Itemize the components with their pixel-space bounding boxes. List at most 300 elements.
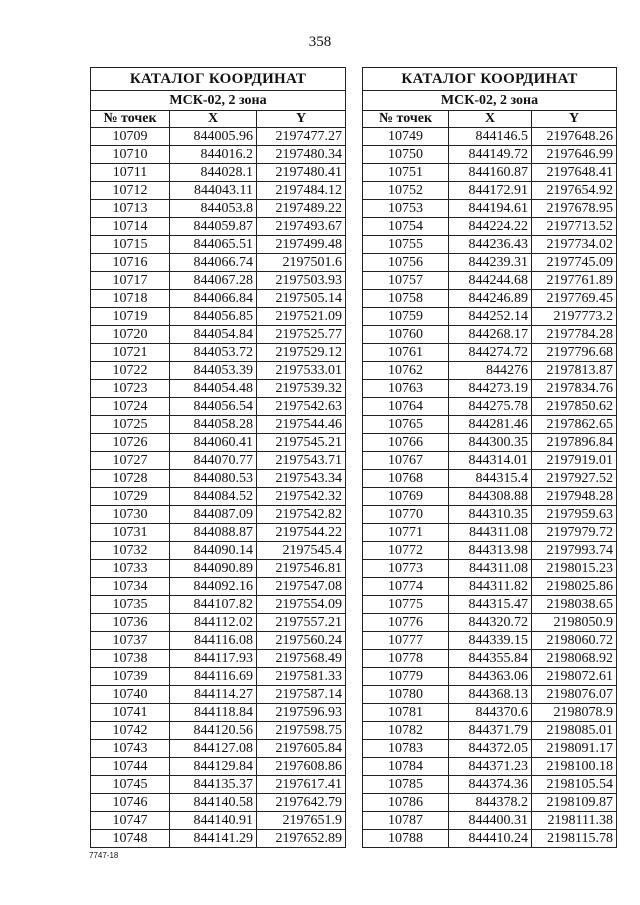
y-coordinate-cell: 2197896.84 — [532, 434, 617, 452]
table-row — [363, 344, 617, 362]
document-stamp: 7747-18 — [89, 851, 119, 860]
y-coordinate-cell: 2197927.52 — [532, 470, 617, 488]
point-number-cell: 10730 — [91, 506, 170, 524]
table-row — [91, 776, 346, 794]
y-coordinate-cell: 2198060.72 — [532, 632, 617, 650]
x-coordinate-cell: 844141.29 — [170, 830, 257, 848]
point-number-cell: 10725 — [91, 416, 170, 434]
table-row — [91, 182, 346, 200]
x-coordinate-cell: 844371.79 — [449, 722, 532, 740]
y-coordinate-cell: 2198111.38 — [532, 812, 617, 830]
table-row — [91, 758, 346, 776]
y-coordinate-cell: 2197813.87 — [532, 362, 617, 380]
point-number-cell: 10765 — [363, 416, 449, 434]
table-row — [363, 524, 617, 542]
y-coordinate-cell: 2197850.62 — [532, 398, 617, 416]
catalog-zone: МСК-02, 2 зона — [363, 91, 617, 111]
x-coordinate-cell: 844090.89 — [170, 560, 257, 578]
x-coordinate-cell: 844028.1 — [170, 164, 257, 182]
point-number-cell: 10771 — [363, 524, 449, 542]
point-number-cell: 10714 — [91, 218, 170, 236]
point-number-cell: 10766 — [363, 434, 449, 452]
point-number-cell: 10729 — [91, 488, 170, 506]
point-number-cell: 10757 — [363, 272, 449, 290]
catalog-rows — [363, 128, 617, 848]
table-row — [91, 452, 346, 470]
table-row — [363, 290, 617, 308]
x-coordinate-cell: 844239.31 — [449, 254, 532, 272]
x-coordinate-cell: 844320.72 — [449, 614, 532, 632]
y-coordinate-cell: 2198085.01 — [532, 722, 617, 740]
point-number-cell: 10758 — [363, 290, 449, 308]
x-coordinate-cell: 844135.37 — [170, 776, 257, 794]
catalog-zone: МСК-02, 2 зона — [91, 91, 346, 111]
point-number-cell: 10770 — [363, 506, 449, 524]
point-number-cell: 10716 — [91, 254, 170, 272]
y-coordinate-cell: 2197533.01 — [257, 362, 346, 380]
table-row — [91, 560, 346, 578]
y-coordinate-cell: 2197784.28 — [532, 326, 617, 344]
x-coordinate-cell: 844058.28 — [170, 416, 257, 434]
y-coordinate-cell: 2197654.92 — [532, 182, 617, 200]
table-row — [363, 704, 617, 722]
x-coordinate-cell: 844311.82 — [449, 578, 532, 596]
x-coordinate-cell: 844311.08 — [449, 524, 532, 542]
y-coordinate-cell: 2197544.46 — [257, 416, 346, 434]
point-number-cell: 10759 — [363, 308, 449, 326]
point-number-cell: 10756 — [363, 254, 449, 272]
x-coordinate-cell: 844172.91 — [449, 182, 532, 200]
point-number-cell: 10746 — [91, 794, 170, 812]
catalog-rows — [91, 128, 346, 848]
table-row — [363, 578, 617, 596]
table-row — [363, 812, 617, 830]
table-row — [363, 668, 617, 686]
y-coordinate-cell: 2197542.32 — [257, 488, 346, 506]
y-coordinate-cell: 2197796.68 — [532, 344, 617, 362]
page-number: 358 — [308, 34, 332, 50]
table-row — [91, 596, 346, 614]
table-row — [91, 128, 346, 146]
point-number-cell: 10741 — [91, 704, 170, 722]
table-row — [363, 326, 617, 344]
table-row — [91, 344, 346, 362]
point-number-cell: 10720 — [91, 326, 170, 344]
table-row — [91, 272, 346, 290]
x-coordinate-cell: 844410.24 — [449, 830, 532, 848]
point-number-cell: 10777 — [363, 632, 449, 650]
x-coordinate-cell: 844054.84 — [170, 326, 257, 344]
table-row — [91, 704, 346, 722]
y-coordinate-cell: 2197948.28 — [532, 488, 617, 506]
y-coordinate-cell: 2198100.18 — [532, 758, 617, 776]
y-coordinate-cell: 2197557.21 — [257, 614, 346, 632]
y-coordinate-cell: 2197617.41 — [257, 776, 346, 794]
y-coordinate-cell: 2198115.78 — [532, 830, 617, 848]
x-coordinate-cell: 844070.77 — [170, 452, 257, 470]
point-number-cell: 10743 — [91, 740, 170, 758]
table-row — [363, 686, 617, 704]
x-coordinate-cell: 844127.08 — [170, 740, 257, 758]
table-row — [91, 830, 346, 848]
x-coordinate-cell: 844053.8 — [170, 200, 257, 218]
column-header-point: № точек — [91, 111, 170, 128]
x-coordinate-cell: 844268.17 — [449, 326, 532, 344]
table-row — [363, 740, 617, 758]
table-row — [91, 200, 346, 218]
table-row — [363, 146, 617, 164]
x-coordinate-cell: 844088.87 — [170, 524, 257, 542]
x-coordinate-cell: 844311.08 — [449, 560, 532, 578]
point-number-cell: 10740 — [91, 686, 170, 704]
y-coordinate-cell: 2197979.72 — [532, 524, 617, 542]
point-number-cell: 10781 — [363, 704, 449, 722]
column-header-y: Y — [532, 111, 617, 128]
point-number-cell: 10774 — [363, 578, 449, 596]
y-coordinate-cell: 2197713.52 — [532, 218, 617, 236]
table-row — [363, 596, 617, 614]
table-row — [363, 776, 617, 794]
x-coordinate-cell: 844016.2 — [170, 146, 257, 164]
x-coordinate-cell: 844400.31 — [449, 812, 532, 830]
table-row — [91, 470, 346, 488]
x-coordinate-cell: 844090.14 — [170, 542, 257, 560]
point-number-cell: 10778 — [363, 650, 449, 668]
table-row — [363, 362, 617, 380]
point-number-cell: 10735 — [91, 596, 170, 614]
point-number-cell: 10776 — [363, 614, 449, 632]
table-row — [91, 812, 346, 830]
y-coordinate-cell: 2197648.26 — [532, 128, 617, 146]
table-row — [363, 794, 617, 812]
point-number-cell: 10712 — [91, 182, 170, 200]
x-coordinate-cell: 844117.93 — [170, 650, 257, 668]
y-coordinate-cell: 2197542.63 — [257, 398, 346, 416]
point-number-cell: 10788 — [363, 830, 449, 848]
table-row — [91, 794, 346, 812]
x-coordinate-cell: 844224.22 — [449, 218, 532, 236]
point-number-cell: 10760 — [363, 326, 449, 344]
y-coordinate-cell: 2198076.07 — [532, 686, 617, 704]
table-row — [363, 308, 617, 326]
point-number-cell: 10721 — [91, 344, 170, 362]
x-coordinate-cell: 844092.16 — [170, 578, 257, 596]
point-number-cell: 10767 — [363, 452, 449, 470]
x-coordinate-cell: 844054.48 — [170, 380, 257, 398]
point-number-cell: 10737 — [91, 632, 170, 650]
table-row — [91, 578, 346, 596]
table-row — [91, 740, 346, 758]
table-row — [363, 272, 617, 290]
x-coordinate-cell: 844043.11 — [170, 182, 257, 200]
y-coordinate-cell: 2197529.12 — [257, 344, 346, 362]
table-row — [91, 488, 346, 506]
catalog-title: КАТАЛОГ КООРДИНАТ — [363, 68, 617, 91]
table-row — [91, 668, 346, 686]
table-row — [91, 236, 346, 254]
point-number-cell: 10747 — [91, 812, 170, 830]
y-coordinate-cell: 2197554.09 — [257, 596, 346, 614]
y-coordinate-cell: 2198109.87 — [532, 794, 617, 812]
table-row — [363, 182, 617, 200]
table-row — [363, 488, 617, 506]
point-number-cell: 10709 — [91, 128, 170, 146]
x-coordinate-cell: 844246.89 — [449, 290, 532, 308]
y-coordinate-cell: 2197761.89 — [532, 272, 617, 290]
point-number-cell: 10731 — [91, 524, 170, 542]
x-coordinate-cell: 844194.61 — [449, 200, 532, 218]
x-coordinate-cell: 844066.84 — [170, 290, 257, 308]
y-coordinate-cell: 2197560.24 — [257, 632, 346, 650]
x-coordinate-cell: 844053.72 — [170, 344, 257, 362]
y-coordinate-cell: 2198038.65 — [532, 596, 617, 614]
x-coordinate-cell: 844056.85 — [170, 308, 257, 326]
table-row — [363, 380, 617, 398]
y-coordinate-cell: 2197919.01 — [532, 452, 617, 470]
table-row — [363, 398, 617, 416]
point-number-cell: 10722 — [91, 362, 170, 380]
point-number-cell: 10775 — [363, 596, 449, 614]
point-number-cell: 10733 — [91, 560, 170, 578]
y-coordinate-cell: 2197587.14 — [257, 686, 346, 704]
y-coordinate-cell: 2197505.14 — [257, 290, 346, 308]
point-number-cell: 10784 — [363, 758, 449, 776]
y-coordinate-cell: 2197773.2 — [532, 308, 617, 326]
point-number-cell: 10717 — [91, 272, 170, 290]
y-coordinate-cell: 2197525.77 — [257, 326, 346, 344]
x-coordinate-cell: 844355.84 — [449, 650, 532, 668]
point-number-cell: 10745 — [91, 776, 170, 794]
y-coordinate-cell: 2197539.32 — [257, 380, 346, 398]
point-number-cell: 10744 — [91, 758, 170, 776]
table-row — [91, 146, 346, 164]
table-row — [91, 398, 346, 416]
point-number-cell: 10723 — [91, 380, 170, 398]
x-coordinate-cell: 844252.14 — [449, 308, 532, 326]
table-row — [363, 506, 617, 524]
y-coordinate-cell: 2197543.71 — [257, 452, 346, 470]
point-number-cell: 10786 — [363, 794, 449, 812]
table-row — [363, 254, 617, 272]
table-row — [363, 434, 617, 452]
table-row — [91, 416, 346, 434]
point-number-cell: 10754 — [363, 218, 449, 236]
y-coordinate-cell: 2197596.93 — [257, 704, 346, 722]
x-coordinate-cell: 844149.72 — [449, 146, 532, 164]
table-row — [91, 326, 346, 344]
point-number-cell: 10755 — [363, 236, 449, 254]
x-coordinate-cell: 844116.69 — [170, 668, 257, 686]
x-coordinate-cell: 844244.68 — [449, 272, 532, 290]
point-number-cell: 10761 — [363, 344, 449, 362]
y-coordinate-cell: 2198078.9 — [532, 704, 617, 722]
y-coordinate-cell: 2197646.99 — [532, 146, 617, 164]
coordinate-catalog-right — [362, 67, 617, 848]
table-row — [91, 506, 346, 524]
y-coordinate-cell: 2197501.6 — [257, 254, 346, 272]
x-coordinate-cell: 844118.84 — [170, 704, 257, 722]
point-number-cell: 10772 — [363, 542, 449, 560]
y-coordinate-cell: 2198091.17 — [532, 740, 617, 758]
x-coordinate-cell: 844314.01 — [449, 452, 532, 470]
y-coordinate-cell: 2197545.21 — [257, 434, 346, 452]
x-coordinate-cell: 844107.82 — [170, 596, 257, 614]
table-row — [363, 830, 617, 848]
y-coordinate-cell: 2197480.34 — [257, 146, 346, 164]
x-coordinate-cell: 844378.2 — [449, 794, 532, 812]
point-number-cell: 10779 — [363, 668, 449, 686]
x-coordinate-cell: 844140.91 — [170, 812, 257, 830]
x-coordinate-cell: 844339.15 — [449, 632, 532, 650]
x-coordinate-cell: 844274.72 — [449, 344, 532, 362]
point-number-cell: 10763 — [363, 380, 449, 398]
x-coordinate-cell: 844146.5 — [449, 128, 532, 146]
y-coordinate-cell: 2197545.4 — [257, 542, 346, 560]
x-coordinate-cell: 844112.02 — [170, 614, 257, 632]
y-coordinate-cell: 2197544.22 — [257, 524, 346, 542]
table-row — [91, 650, 346, 668]
point-number-cell: 10724 — [91, 398, 170, 416]
x-coordinate-cell: 844371.23 — [449, 758, 532, 776]
y-coordinate-cell: 2197608.86 — [257, 758, 346, 776]
point-number-cell: 10762 — [363, 362, 449, 380]
y-coordinate-cell: 2197769.45 — [532, 290, 617, 308]
y-coordinate-cell: 2197480.41 — [257, 164, 346, 182]
table-row — [91, 434, 346, 452]
x-coordinate-cell: 844129.84 — [170, 758, 257, 776]
x-coordinate-cell: 844315.47 — [449, 596, 532, 614]
y-coordinate-cell: 2197581.33 — [257, 668, 346, 686]
coordinate-catalog-left — [90, 67, 346, 848]
y-coordinate-cell: 2198105.54 — [532, 776, 617, 794]
point-number-cell: 10718 — [91, 290, 170, 308]
x-coordinate-cell: 844281.46 — [449, 416, 532, 434]
table-row — [363, 470, 617, 488]
x-coordinate-cell: 844273.19 — [449, 380, 532, 398]
point-number-cell: 10773 — [363, 560, 449, 578]
point-number-cell: 10732 — [91, 542, 170, 560]
x-coordinate-cell: 844067.28 — [170, 272, 257, 290]
point-number-cell: 10734 — [91, 578, 170, 596]
y-coordinate-cell: 2197547.08 — [257, 578, 346, 596]
point-number-cell: 10736 — [91, 614, 170, 632]
y-coordinate-cell: 2197745.09 — [532, 254, 617, 272]
x-coordinate-cell: 844084.52 — [170, 488, 257, 506]
point-number-cell: 10750 — [363, 146, 449, 164]
y-coordinate-cell: 2197959.63 — [532, 506, 617, 524]
table-row — [91, 542, 346, 560]
y-coordinate-cell: 2197477.27 — [257, 128, 346, 146]
x-coordinate-cell: 844275.78 — [449, 398, 532, 416]
catalog-title: КАТАЛОГ КООРДИНАТ — [91, 68, 346, 91]
x-coordinate-cell: 844236.43 — [449, 236, 532, 254]
table-row — [91, 686, 346, 704]
table-row — [363, 542, 617, 560]
y-coordinate-cell: 2197648.41 — [532, 164, 617, 182]
point-number-cell: 10787 — [363, 812, 449, 830]
table-row — [91, 254, 346, 272]
y-coordinate-cell: 2198072.61 — [532, 668, 617, 686]
point-number-cell: 10768 — [363, 470, 449, 488]
y-coordinate-cell: 2197678.95 — [532, 200, 617, 218]
point-number-cell: 10753 — [363, 200, 449, 218]
y-coordinate-cell: 2197543.34 — [257, 470, 346, 488]
point-number-cell: 10727 — [91, 452, 170, 470]
x-coordinate-cell: 844080.53 — [170, 470, 257, 488]
point-number-cell: 10715 — [91, 236, 170, 254]
x-coordinate-cell: 844300.35 — [449, 434, 532, 452]
table-row — [363, 614, 617, 632]
table-row — [363, 218, 617, 236]
x-coordinate-cell: 844005.96 — [170, 128, 257, 146]
table-row — [363, 236, 617, 254]
column-header-point: № точек — [363, 111, 449, 128]
x-coordinate-cell: 844368.13 — [449, 686, 532, 704]
table-row — [363, 758, 617, 776]
point-number-cell: 10713 — [91, 200, 170, 218]
table-row — [91, 218, 346, 236]
table-row — [91, 524, 346, 542]
x-coordinate-cell: 844372.05 — [449, 740, 532, 758]
y-coordinate-cell: 2197862.65 — [532, 416, 617, 434]
point-number-cell: 10726 — [91, 434, 170, 452]
point-number-cell: 10711 — [91, 164, 170, 182]
table-row — [91, 380, 346, 398]
point-number-cell: 10748 — [91, 830, 170, 848]
y-coordinate-cell: 2197605.84 — [257, 740, 346, 758]
point-number-cell: 10782 — [363, 722, 449, 740]
y-coordinate-cell: 2197598.75 — [257, 722, 346, 740]
y-coordinate-cell: 2197484.12 — [257, 182, 346, 200]
x-coordinate-cell: 844066.74 — [170, 254, 257, 272]
y-coordinate-cell: 2197499.48 — [257, 236, 346, 254]
x-coordinate-cell: 844065.51 — [170, 236, 257, 254]
point-number-cell: 10742 — [91, 722, 170, 740]
table-row — [363, 200, 617, 218]
column-header-y: Y — [257, 111, 346, 128]
column-header-x: X — [170, 111, 257, 128]
point-number-cell: 10738 — [91, 650, 170, 668]
table-row — [363, 560, 617, 578]
point-number-cell: 10769 — [363, 488, 449, 506]
point-number-cell: 10780 — [363, 686, 449, 704]
y-coordinate-cell: 2197568.49 — [257, 650, 346, 668]
point-number-cell: 10785 — [363, 776, 449, 794]
point-number-cell: 10749 — [363, 128, 449, 146]
x-coordinate-cell: 844120.56 — [170, 722, 257, 740]
x-coordinate-cell: 844310.35 — [449, 506, 532, 524]
point-number-cell: 10719 — [91, 308, 170, 326]
table-row — [363, 650, 617, 668]
y-coordinate-cell: 2197546.81 — [257, 560, 346, 578]
x-coordinate-cell: 844363.06 — [449, 668, 532, 686]
y-coordinate-cell: 2198050.9 — [532, 614, 617, 632]
x-coordinate-cell: 844160.87 — [449, 164, 532, 182]
x-coordinate-cell: 844315.4 — [449, 470, 532, 488]
table-row — [363, 416, 617, 434]
y-coordinate-cell: 2197834.76 — [532, 380, 617, 398]
table-row — [363, 452, 617, 470]
x-coordinate-cell: 844056.54 — [170, 398, 257, 416]
y-coordinate-cell: 2197642.79 — [257, 794, 346, 812]
y-coordinate-cell: 2197493.67 — [257, 218, 346, 236]
table-row — [91, 308, 346, 326]
table-row — [363, 632, 617, 650]
x-coordinate-cell: 844059.87 — [170, 218, 257, 236]
x-coordinate-cell: 844140.58 — [170, 794, 257, 812]
y-coordinate-cell: 2198025.86 — [532, 578, 617, 596]
y-coordinate-cell: 2197651.9 — [257, 812, 346, 830]
